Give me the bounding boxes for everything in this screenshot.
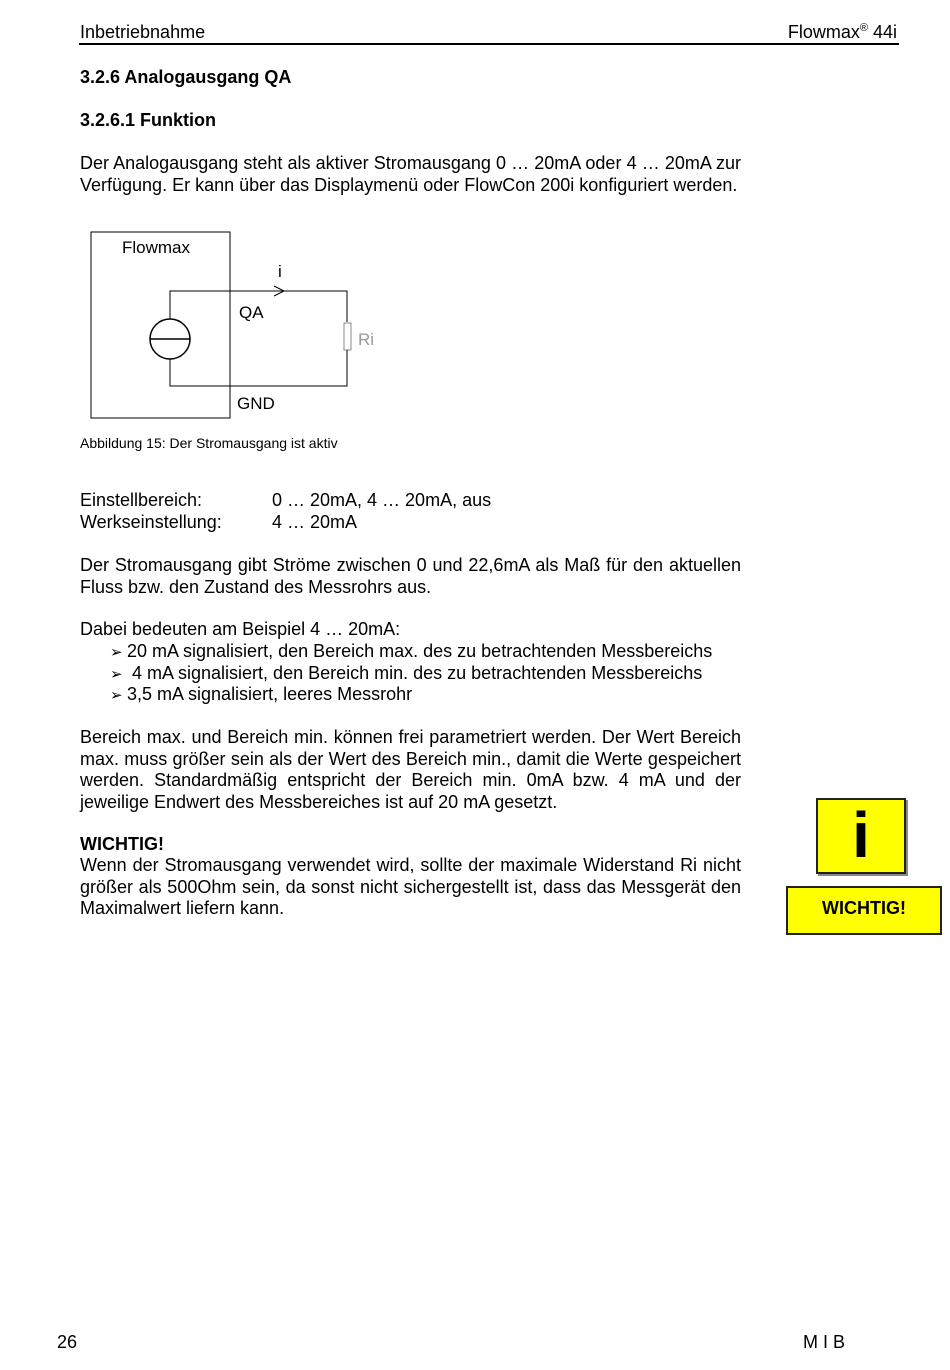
important-badge: WICHTIG! (786, 886, 942, 935)
range-value: 0 … 20mA, 4 … 20mA, aus (272, 490, 492, 510)
qa-label: QA (239, 303, 264, 322)
page-number: 26 (57, 1332, 78, 1352)
current-label: i (278, 262, 282, 281)
circuit-diagram (85, 226, 395, 426)
list-item: ➢ 4 mA signalisiert, den Bereich min. des zu betrachtenden Messbereichs (110, 663, 702, 686)
resistor-ri (344, 323, 351, 350)
paragraph-current-range: Der Stromausgang gibt Ströme zwischen 0 und 22,6mA als Maß für den aktuellen Fluss bzw. den Zustand des Messrohrs aus. (80, 555, 741, 597)
default-value: 4 … 20mA (272, 512, 358, 532)
figure-caption: Abbildung 15: Der Stromausgang ist aktiv (80, 435, 338, 451)
default-label: Werkseinstellung: (80, 512, 222, 532)
range-label: Einstellbereich: (80, 490, 203, 510)
arrow-bullet-icon: ➢ (110, 644, 123, 661)
device-label: Flowmax (122, 238, 191, 257)
list-intro: Dabei bedeuten am Beispiel 4 … 20mA: (80, 619, 401, 639)
arrow-bullet-icon: ➢ (110, 666, 123, 683)
important-heading: WICHTIG! (80, 834, 164, 854)
list-item: ➢ 20 mA signalisiert, den Bereich max. des zu betrachtenden Messbereichs (110, 641, 712, 664)
list-item: ➢ 3,5 mA signalisiert, leeres Messrohr (110, 684, 412, 707)
arrow-bullet-icon: ➢ (110, 687, 123, 704)
footer-company: M I B (803, 1332, 846, 1352)
gnd-wire (170, 350, 347, 386)
info-icon: i (816, 798, 906, 874)
header-section-title: Inbetriebnahme (80, 22, 206, 42)
gnd-label: GND (237, 394, 275, 413)
important-paragraph: Wenn der Stromausgang verwendet wird, sollte der maximale Widerstand Ri nicht größer als 500Ohm sein, da sonst nicht sichergestellt ist, dass das Messgerät den Maximalwert liefern kann. (80, 855, 741, 918)
header-product-name: Flowmax® 44i (787, 22, 897, 42)
ri-label: Ri (358, 330, 375, 349)
device-box (91, 232, 230, 418)
intro-paragraph: Der Analogausgang steht als aktiver Stromausgang 0 … 20mA oder 4 … 20mA zur Verfügung. Er kann über das Displaymenü oder FlowCon 200i konfiguriert werden. (80, 153, 741, 195)
section-heading: 3.2.6 Analogausgang QA (80, 67, 292, 87)
header-rule (79, 43, 899, 45)
subsection-heading: 3.2.6.1 Funktion (80, 110, 217, 130)
paragraph-range-settings: Bereich max. und Bereich min. können frei parametriert werden. Der Wert Bereich max. muss größer sein als der Wert des Bereich min., damit die Werte gespeichert werden. Standardmäßig entspricht der Bereich min. 0mA bzw. 4 mA und der jeweilige Endwert des Messbereiches ist auf 20 mA gesetzt. (80, 727, 741, 812)
